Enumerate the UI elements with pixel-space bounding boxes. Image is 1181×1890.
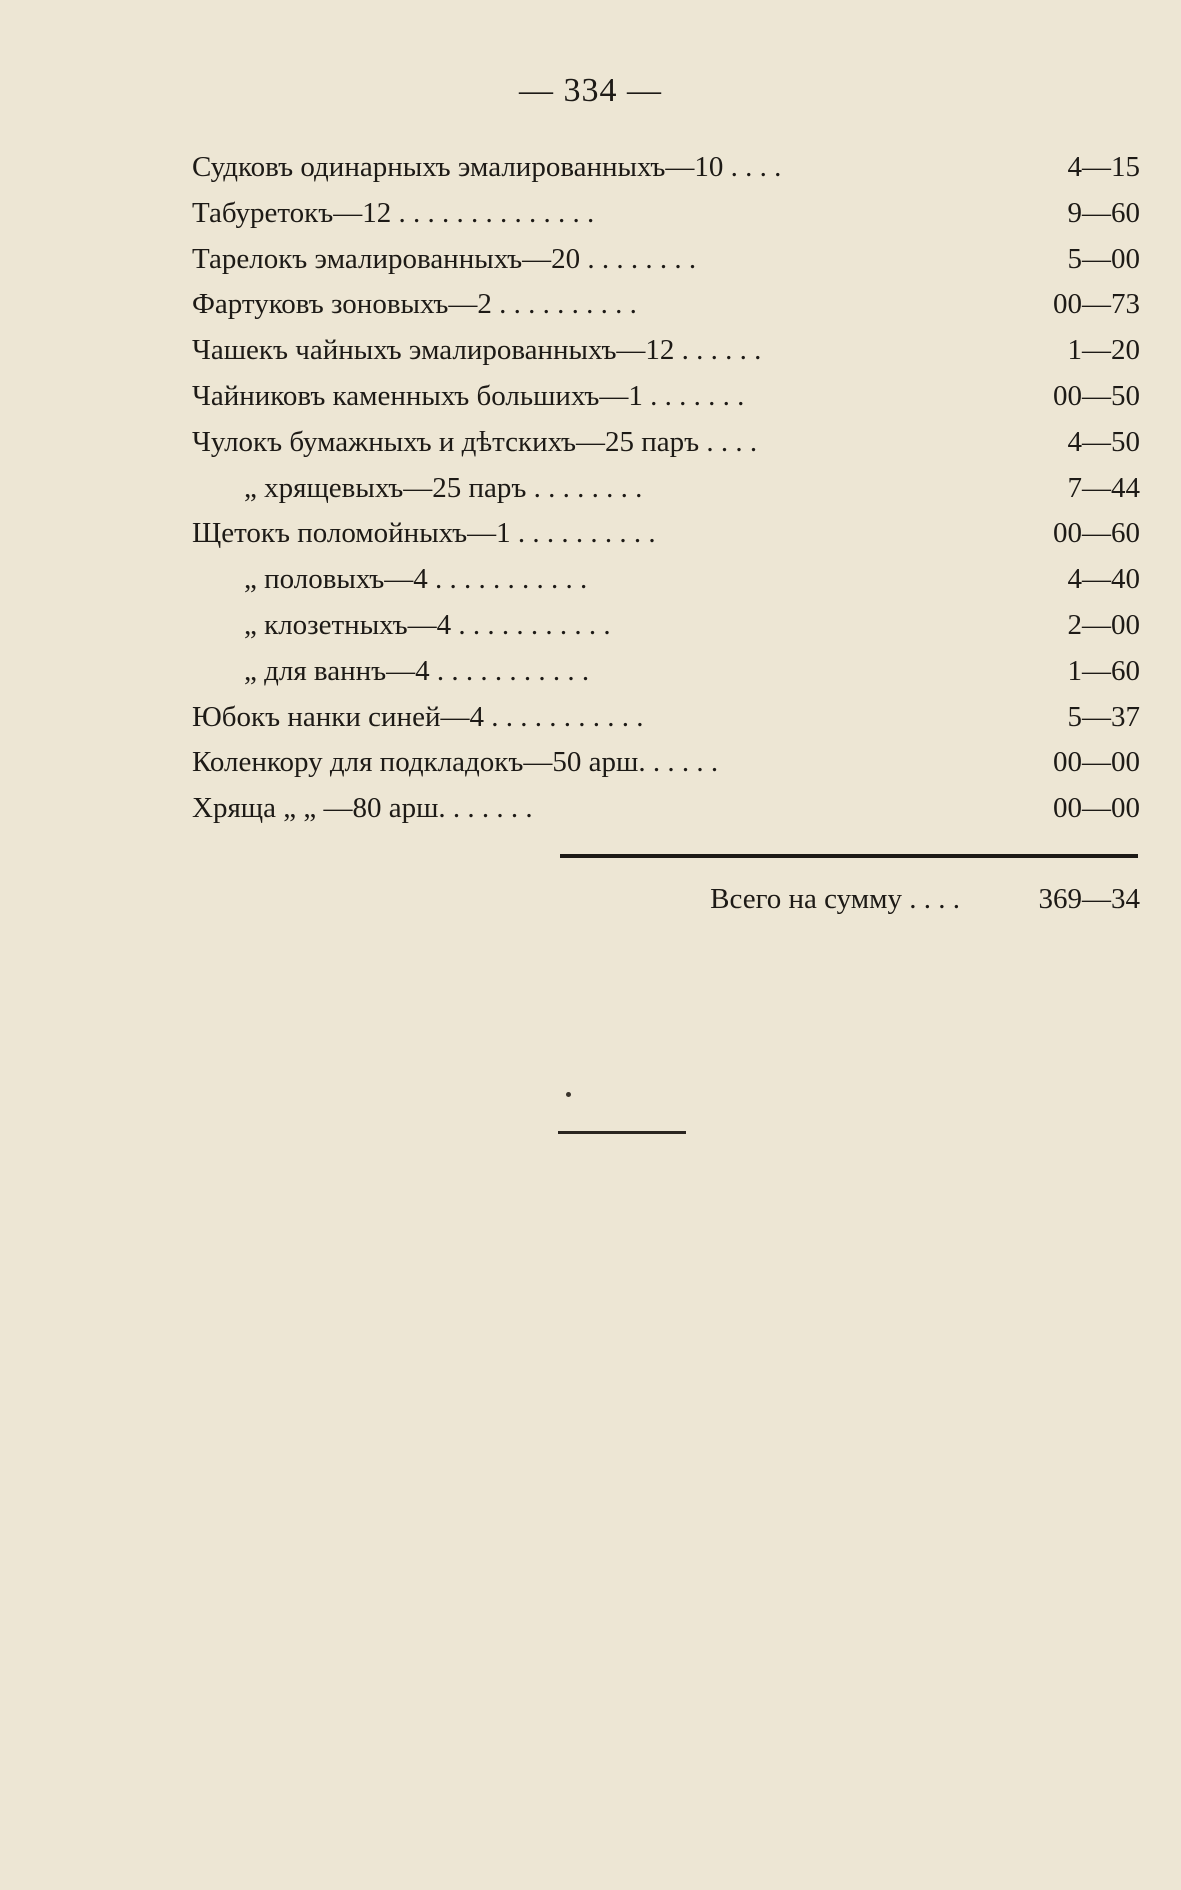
item-amount: 9—60 <box>1067 196 1140 229</box>
ledger-row <box>192 282 1140 328</box>
item-amount: 00—60 <box>1053 517 1140 550</box>
item-amount: 4—15 <box>1067 151 1140 183</box>
item-description: Табуретокъ—12 . . . . . . . . . . . . . . <box>192 196 595 229</box>
ledger-row <box>192 466 1140 512</box>
item-description: Чашекъ чайныхъ эмалированныхъ—12 . . . . . . <box>192 334 762 367</box>
ledger-row <box>192 649 1140 695</box>
item-description: Судковъ одинарныхъ эмалированныхъ—10 . . . . <box>192 151 782 183</box>
ledger-row <box>192 603 1140 649</box>
item-description: „ для ваннъ—4 . . . . . . . . . . . <box>244 654 590 687</box>
total-row <box>192 876 1140 922</box>
ledger-row <box>192 328 1140 374</box>
ledger-row <box>192 740 1140 786</box>
total-amount: 369—34 <box>1038 883 1140 915</box>
item-amount: 7—44 <box>1067 471 1140 504</box>
ledger-row <box>192 145 1140 191</box>
item-amount: 00—00 <box>1053 746 1140 779</box>
ledger-row <box>192 191 1140 237</box>
item-description: „ хрящевыхъ—25 паръ . . . . . . . . <box>244 471 643 504</box>
item-description: Чулокъ бумажныхъ и дѣтскихъ—25 паръ . . . . <box>192 425 758 458</box>
ledger-row <box>192 374 1140 420</box>
item-amount: 00—00 <box>1053 792 1140 825</box>
item-amount: 00—50 <box>1053 379 1140 412</box>
item-description: Юбокъ нанки синей—4 . . . . . . . . . . . <box>192 700 644 733</box>
ink-speck <box>566 1092 571 1097</box>
item-description: „ клозетныхъ—4 . . . . . . . . . . . <box>244 608 611 641</box>
item-description: Щетокъ поломойныхъ—1 . . . . . . . . . . <box>192 517 656 550</box>
item-amount: 1—60 <box>1067 654 1140 687</box>
ledger-row <box>192 786 1140 832</box>
ledger-row <box>192 237 1140 283</box>
ledger-row <box>192 511 1140 557</box>
item-amount: 5—37 <box>1067 700 1140 733</box>
total-label: Всего на сумму . . . . <box>710 883 960 915</box>
ledger-row <box>192 695 1140 741</box>
ledger-table <box>192 145 1140 832</box>
item-description: Хряща „ „ —80 арш. . . . . . . <box>192 792 533 825</box>
item-description: Коленкору для подкладокъ—50 арш. . . . . . <box>192 746 719 779</box>
item-description: Тарелокъ эмалированныхъ—20 . . . . . . . . <box>192 242 697 275</box>
total-rule <box>560 854 1138 858</box>
item-description: „ половыхъ—4 . . . . . . . . . . . <box>244 563 588 596</box>
ledger-row <box>192 420 1140 466</box>
item-amount: 00—73 <box>1053 288 1140 321</box>
item-amount: 5—00 <box>1067 242 1140 275</box>
item-description: Фартуковъ зоновыхъ—2 . . . . . . . . . . <box>192 288 637 321</box>
item-amount: 4—40 <box>1067 563 1140 596</box>
ledger-row <box>192 557 1140 603</box>
item-description: Чайниковъ каменныхъ большихъ—1 . . . . . . . <box>192 379 745 412</box>
end-rule <box>558 1131 686 1134</box>
item-amount: 1—20 <box>1067 334 1140 367</box>
item-amount: 2—00 <box>1067 608 1140 641</box>
item-amount: 4—50 <box>1067 425 1140 458</box>
page-number: — 334 — <box>519 72 662 109</box>
